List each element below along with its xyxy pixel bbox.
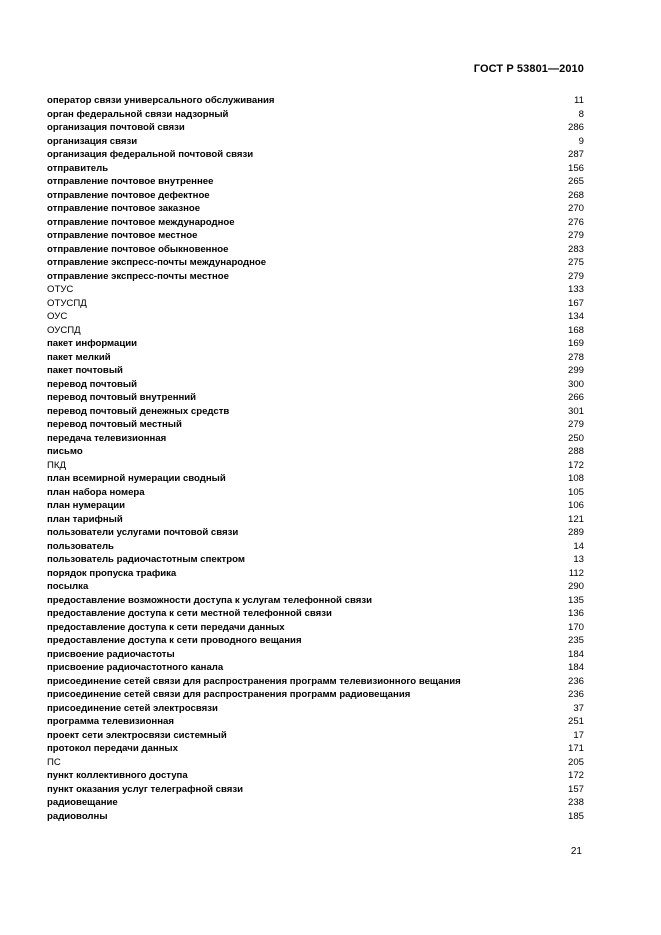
index-entry xyxy=(47,108,584,122)
index-term: отправление почтовое внутреннее xyxy=(47,176,214,187)
index-entry xyxy=(47,621,584,635)
index-term-number: 13 xyxy=(573,554,584,565)
index-term: присоединение сетей связи для распространения программ телевизионного вещания xyxy=(47,675,461,687)
index-term: предоставление доступа к сети проводного вещания xyxy=(47,635,302,646)
index-term-number: 37 xyxy=(573,702,584,714)
index-entry xyxy=(47,688,584,702)
index-entry xyxy=(47,499,584,513)
index-term: перевод почтовый местный xyxy=(47,419,182,430)
index-term: организация связи xyxy=(47,135,138,147)
index-term: план набора номера xyxy=(47,486,145,498)
index-term-number: 168 xyxy=(567,324,584,336)
index-entry xyxy=(47,513,584,527)
index-term: отправитель xyxy=(47,162,109,174)
index-term: организация федеральной почтовой связи xyxy=(47,149,254,160)
index-term-number: 121 xyxy=(567,513,584,525)
index-term: пользователи услугами почтовой связи xyxy=(47,527,239,538)
alphabetical-index xyxy=(47,94,584,823)
index-entry xyxy=(47,702,584,716)
index-term-number: 279 xyxy=(567,419,584,430)
index-term-number: 236 xyxy=(567,689,584,700)
index-term: план всемирной нумерации сводный xyxy=(47,473,226,484)
index-term-number: 105 xyxy=(567,486,584,498)
index-entry xyxy=(47,729,584,743)
index-term: организация почтовой связи xyxy=(47,122,185,133)
index-entry xyxy=(47,432,584,446)
index-entry xyxy=(47,715,584,729)
index-term-number: 276 xyxy=(567,216,584,228)
index-term: оператор связи универсального обслуживания xyxy=(47,95,275,106)
index-term: ОТУСПД xyxy=(47,297,87,309)
index-term: отправление почтовое дефектное xyxy=(47,189,210,201)
index-term: ПС xyxy=(47,756,61,768)
index-term: ОТУС xyxy=(47,284,74,295)
index-term-number: 300 xyxy=(567,378,584,390)
index-entry xyxy=(47,648,584,662)
index-entry xyxy=(47,256,584,270)
index-term: пользователь xyxy=(47,540,114,552)
index-term: присвоение радиочастоты xyxy=(47,648,175,660)
index-term-number: 184 xyxy=(567,648,584,660)
index-entry xyxy=(47,216,584,230)
index-entry xyxy=(47,594,584,608)
index-term: перевод почтовый xyxy=(47,378,137,390)
index-term: пакет информации xyxy=(47,338,138,349)
index-term-number: 266 xyxy=(567,392,584,403)
index-term: орган федеральной связи надзорный xyxy=(47,108,229,120)
index-term-number: 17 xyxy=(573,729,584,741)
index-term-number: 112 xyxy=(568,567,584,579)
index-term: отправление почтовое обыкновенное xyxy=(47,243,229,255)
page-number: 21 xyxy=(570,846,582,857)
index-term: план нумерации xyxy=(47,500,126,511)
index-term: план тарифный xyxy=(47,513,123,525)
index-term: присвоение радиочастотного канала xyxy=(47,662,224,673)
index-entry xyxy=(47,607,584,621)
index-term: письмо xyxy=(47,446,83,457)
index-term-number: 172 xyxy=(567,459,584,471)
index-term: отправление экспресс-почты международное xyxy=(47,257,267,268)
index-entry xyxy=(47,378,584,392)
index-term-number: 167 xyxy=(567,297,584,309)
index-entry xyxy=(47,135,584,149)
index-term-number: 251 xyxy=(567,716,584,727)
index-entry xyxy=(47,162,584,176)
index-term: ПКД xyxy=(47,459,66,471)
index-term-number: 301 xyxy=(567,405,584,417)
index-term-number: 278 xyxy=(567,351,584,363)
index-entry xyxy=(47,526,584,540)
index-term-number: 133 xyxy=(567,284,584,295)
index-term: ОУСПД xyxy=(47,324,81,336)
index-term-number: 171 xyxy=(567,743,584,754)
index-term-number: 9 xyxy=(578,135,584,147)
index-term-number: 14 xyxy=(573,540,584,552)
index-term-number: 236 xyxy=(567,675,584,687)
index-term-number: 275 xyxy=(567,257,584,268)
index-term-number: 8 xyxy=(578,108,584,120)
index-term-number: 172 xyxy=(567,770,584,781)
index-term-number: 289 xyxy=(567,527,584,538)
index-entry xyxy=(47,418,584,432)
index-term-number: 169 xyxy=(567,338,584,349)
index-term: отправление почтовое международное xyxy=(47,216,235,228)
index-entry xyxy=(47,324,584,338)
index-entry xyxy=(47,202,584,216)
index-entry xyxy=(47,297,584,311)
index-term: протокол передачи данных xyxy=(47,743,178,754)
index-entry xyxy=(47,769,584,783)
index-term: пакет мелкий xyxy=(47,351,111,363)
index-term-number: 184 xyxy=(567,662,584,673)
index-term: программа телевизионная xyxy=(47,716,174,727)
index-entry xyxy=(47,796,584,810)
index-term: радиоволны xyxy=(47,810,108,822)
index-term-number: 170 xyxy=(567,621,584,633)
index-term-number: 279 xyxy=(567,270,584,282)
index-term: отправление почтовое заказное xyxy=(47,203,201,214)
index-entry xyxy=(47,364,584,378)
index-term: предоставление доступа к сети передачи данных xyxy=(47,621,285,633)
index-term-number: 135 xyxy=(567,594,584,606)
index-term: присоединение сетей связи для распространения программ радиовещания xyxy=(47,689,411,700)
index-entry xyxy=(47,337,584,351)
index-term-number: 290 xyxy=(567,581,584,592)
index-entry xyxy=(47,783,584,797)
index-term: порядок пропуска трафика xyxy=(47,567,177,579)
index-entry xyxy=(47,675,584,689)
index-term-number: 156 xyxy=(567,162,584,174)
index-entry xyxy=(47,445,584,459)
index-term: пункт оказания услуг телеграфной связи xyxy=(47,783,244,795)
index-entry xyxy=(47,540,584,554)
index-term-number: 268 xyxy=(567,189,584,201)
index-entry xyxy=(47,310,584,324)
index-term: проект сети электросвязи системный xyxy=(47,729,227,741)
index-term: передача телевизионная xyxy=(47,432,167,444)
index-term-number: 288 xyxy=(567,446,584,457)
index-term-number: 11 xyxy=(574,95,584,106)
index-entry xyxy=(47,121,584,135)
index-entry xyxy=(47,486,584,500)
index-term-number: 136 xyxy=(567,608,584,619)
index-entry xyxy=(47,283,584,297)
index-term-number: 238 xyxy=(567,797,584,808)
index-entry xyxy=(47,148,584,162)
index-entry xyxy=(47,810,584,824)
index-term: предоставление доступа к сети местной телефонной связи xyxy=(47,608,332,619)
index-term-number: 270 xyxy=(567,203,584,214)
index-term-number: 286 xyxy=(567,122,584,133)
index-entry xyxy=(47,634,584,648)
index-term: предоставление возможности доступа к услугам телефонной связи xyxy=(47,594,372,606)
index-entry xyxy=(47,270,584,284)
index-term: отправление почтовое местное xyxy=(47,230,198,241)
index-entry xyxy=(47,243,584,257)
index-entry xyxy=(47,580,584,594)
index-term-number: 185 xyxy=(567,810,584,822)
index-entry xyxy=(47,661,584,675)
index-term: радиовещание xyxy=(47,797,118,808)
index-entry xyxy=(47,742,584,756)
index-term-number: 287 xyxy=(567,149,584,160)
index-term-number: 250 xyxy=(567,432,584,444)
index-term: пользователь радиочастотным спектром xyxy=(47,554,245,565)
index-term-number: 299 xyxy=(567,365,584,376)
index-term-number: 106 xyxy=(567,500,584,511)
index-term: присоединение сетей электросвязи xyxy=(47,702,218,714)
document-code: ГОСТ Р 53801—2010 xyxy=(473,63,584,75)
index-term: перевод почтовый внутренний xyxy=(47,392,197,403)
index-term-number: 265 xyxy=(567,176,584,187)
index-term-number: 134 xyxy=(567,311,584,322)
index-term: посылка xyxy=(47,581,89,592)
index-entry xyxy=(47,391,584,405)
index-entry xyxy=(47,351,584,365)
index-term-number: 283 xyxy=(567,243,584,255)
index-term: пакет почтовый xyxy=(47,365,123,376)
index-entry xyxy=(47,229,584,243)
index-term-number: 108 xyxy=(567,473,584,484)
index-term-number: 279 xyxy=(567,230,584,241)
index-term: перевод почтовый денежных средств xyxy=(47,405,230,417)
index-entry xyxy=(47,553,584,567)
index-entry xyxy=(47,459,584,473)
index-term-number: 157 xyxy=(567,783,584,795)
index-entry xyxy=(47,472,584,486)
index-term: отправление экспресс-почты местное xyxy=(47,270,229,282)
index-term-number: 235 xyxy=(567,635,584,646)
index-entry xyxy=(47,94,584,108)
index-entry xyxy=(47,567,584,581)
index-entry xyxy=(47,756,584,770)
index-entry xyxy=(47,175,584,189)
index-term: ОУС xyxy=(47,311,68,322)
index-entry xyxy=(47,405,584,419)
index-term-number: 205 xyxy=(567,756,584,768)
index-entry xyxy=(47,189,584,203)
index-term: пункт коллективного доступа xyxy=(47,770,188,781)
